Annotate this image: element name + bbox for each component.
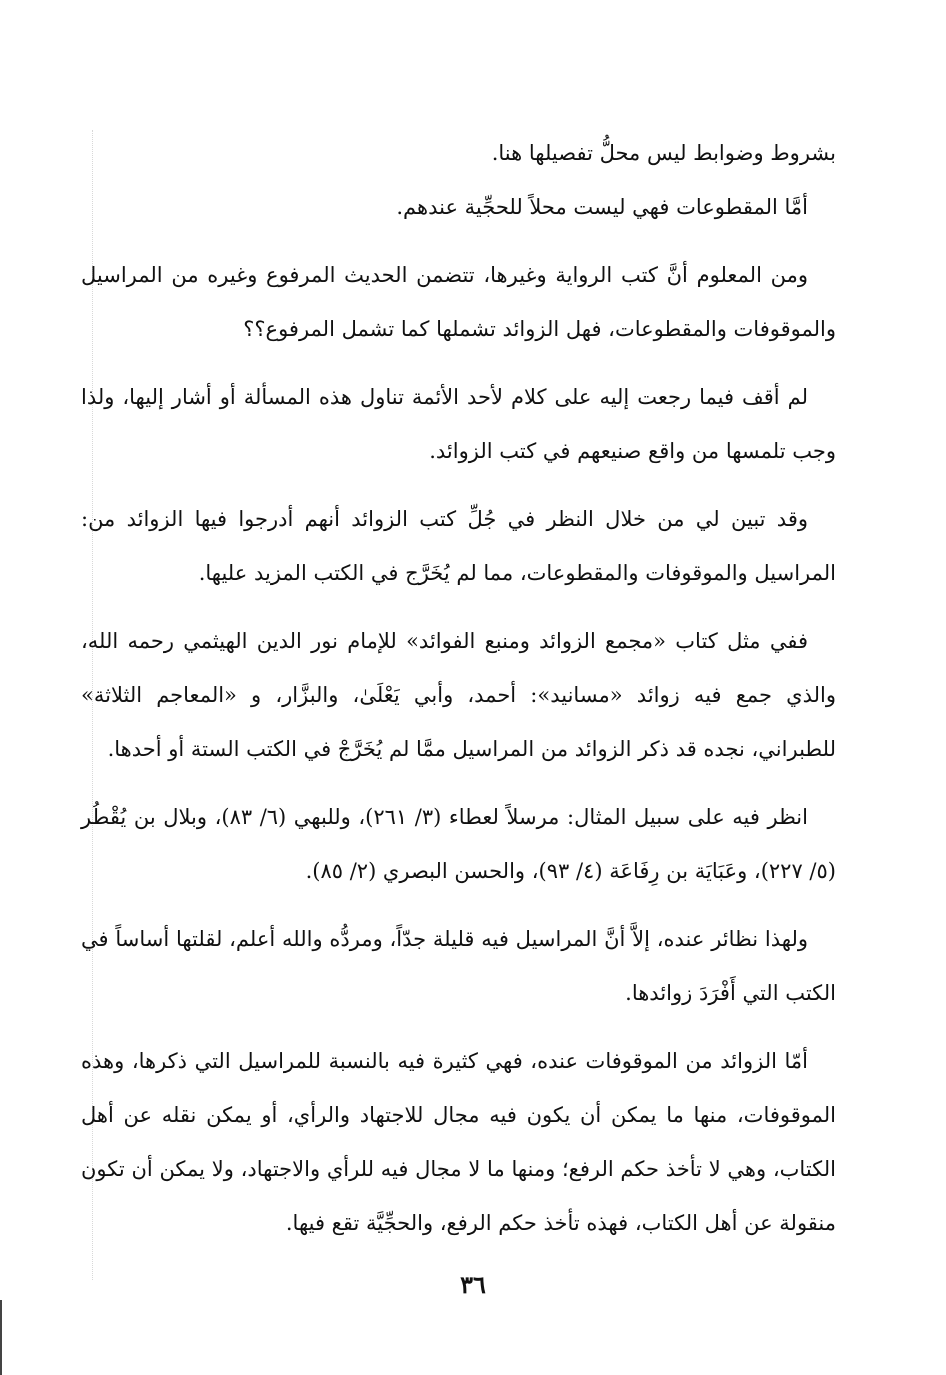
- paragraph-5: وقد تبين لي من خلال النظر في جُلِّ كتب الزوائد أنهم أدرجوا فيها الزوائد من: المراسيل والموقوفات والمقطوعات، مما لم يُخَرَّج في الكتب المزيد عليها.: [81, 507, 836, 585]
- paragraph-4: لم أقف فيما رجعت إليه على كلام لأحد الأئمة تناول هذه المسألة أو أشار إليها، ولذا وجب تلمسها من واقع صنيعهم في كتب الزوائد.: [81, 385, 836, 463]
- paragraph-3: ومن المعلوم أنَّ كتب الرواية وغيرها، تتضمن الحديث المرفوع وغيره من المراسيل والموقوفات والمقطوعات، فهل الزوائد تشملها كما تشمل المرفوع؟؟: [81, 263, 836, 341]
- paragraph-7: انظر فيه على سبيل المثال: مرسلاً لعطاء (٣/ ٢٦١)، وللبهي (٦/ ٨٣)، وبلال بن يُقْطُر (٥/ ٢٢٧)، وعَبَايَة بن رِفَاعَة (٤/ ٩٣)، والحسن البصري (٢/ ٨٥).: [81, 805, 836, 883]
- paragraph-8: ولهذا نظائر عنده، إلاَّ أنَّ المراسيل فيه قليلة جدّاً، ومردُّه والله أعلم، لقلتها أساساً في الكتب التي أَفْرَدَ زوائدها.: [81, 927, 836, 1005]
- scan-edge-line: [0, 1300, 2, 1375]
- page-body: [81, 126, 836, 1250]
- paragraph-6: ففي مثل كتاب «مجمع الزوائد ومنبع الفوائد» للإمام نور الدين الهيثمي رحمه الله، والذي جمع فيه زوائد «مسانيد»: أحمد، وأبي يَعْلَىٰ، والبزَّار، و «المعاجم الثلاثة» للطبراني، نجده قد ذكر الزوائد من المراسيل ممَّا لم يُخَرَّجْ في الكتب الستة أو أحدها.: [81, 629, 836, 761]
- paragraph-9: أمّا الزوائد من الموقوفات عنده، فهي كثيرة فيه بالنسبة للمراسيل التي ذكرها، وهذه الموقوفات، منها ما يمكن أن يكون فيه مجال للاجتهاد والرأي، أو يمكن نقله عن أهل الكتاب، وهي لا تأخذ حكم الرفع؛ ومنها ما لا مجال فيه للرأي والاجتهاد، ولا يمكن أن تكون منقولة عن أهل الكتاب، فهذه تأخذ حكم الرفع، والحجِّيَّة تقع فيها.: [81, 1049, 836, 1235]
- paragraph-1: بشروط وضوابط ليس محلُّ تفصيلها هنا.: [491, 141, 836, 165]
- page-number: ٣٦: [460, 1270, 486, 1299]
- paragraph-2: أمَّا المقطوعات فهي ليست محلاً للحجِّية عندهم.: [396, 195, 808, 219]
